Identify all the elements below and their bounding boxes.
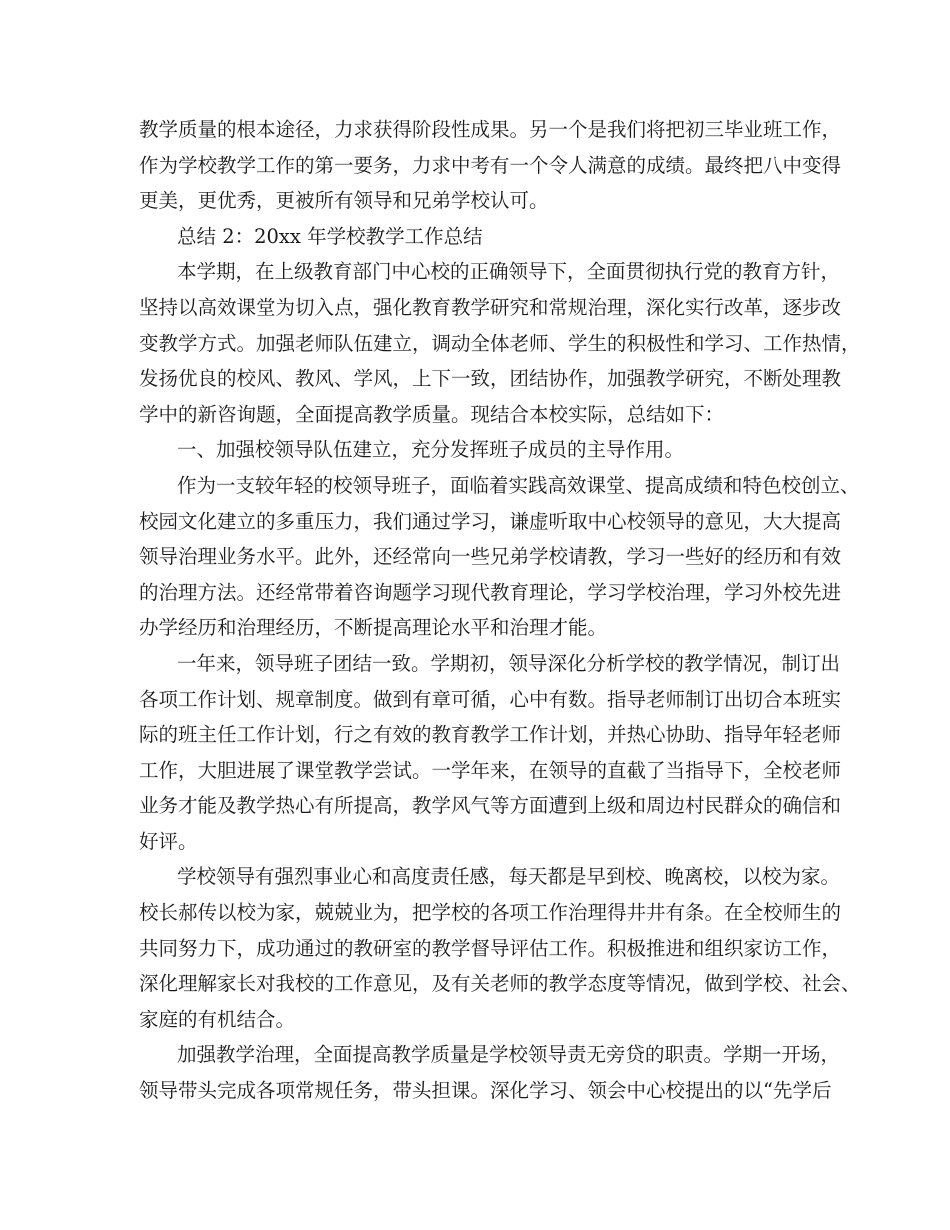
text-line: 际的班主任工作计划，行之有效的教育教学工作计划，并热心协助、指导年轻老师: [139, 723, 842, 747]
text-line: 工作，大胆进展了课堂教学尝试。一学年来，在领导的直截了当指导下，全校老师: [139, 758, 842, 782]
text-line: 领导带头完成各项常规任务，带头担课。深化学习、领会中心校提出的以“先学后: [139, 1079, 832, 1103]
text-line: 教学质量的根本途径，力求获得阶段性成果。另一个是我们将把初三毕业班工作，: [139, 118, 842, 141]
text-line: 发扬优良的校风、教风、学风，上下一致，团结协作，加强教学研究，不断处理教: [139, 367, 842, 391]
text-line: 家庭的有机结合。: [139, 1007, 296, 1031]
text-line: 作为一支较年轻的校领导班子，面临着实践高效课堂、提高成绩和特色校创立、: [177, 473, 860, 497]
subsection-heading: 一、加强校领导队伍建立，充分发挥班子成员的主导作用。: [177, 438, 685, 462]
text-line: 好评。: [139, 829, 198, 853]
text-line: 各项工作计划、规章制度。做到有章可循，心中有数。指导老师制订出切合本班实: [139, 687, 842, 711]
text-line: 本学期，在上级教育部门中心校的正确领导下，全面贯彻执行党的教育方针，: [177, 260, 841, 284]
text-line: 加强教学治理，全面提高教学质量是学校领导责无旁贷的职责。学期一开场，: [177, 1043, 841, 1067]
text-line: 业务才能及教学热心有所提高，教学风气等方面遭到上级和周边村民群众的确信和: [139, 794, 842, 818]
text-line: 一年来，领导班子团结一致。学期初，领导深化分析学校的教学情况，制订出: [177, 651, 841, 675]
text-line: 的治理方法。还经常带着咨询题学习现代教育理论，学习学校治理，学习外校先进: [139, 580, 842, 604]
text-line: 学中的新咨询题，全面提高教学质量。现结合本校实际，总结如下：: [139, 402, 725, 426]
text-line: 深化理解家长对我校的工作意见，及有关老师的教学态度等情况，做到学校、社会、: [139, 972, 861, 996]
text-line: 校园文化建立的多重压力，我们通过学习，谦虚听取中心校领导的意见，大大提高: [139, 509, 842, 533]
text-line: 学校领导有强烈事业心和高度责任感，每天都是早到校、晚离校，以校为家。: [177, 865, 841, 889]
text-line: 变教学方式。加强老师队伍建立，调动全体老师、学生的积极性和学习、工作热情，: [139, 331, 861, 355]
text-line: 办学经历和治理经历，不断提高理论水平和治理才能。: [139, 616, 608, 640]
text-line: 作为学校教学工作的第一要务，力求中考有一个令人满意的成绩。最终把八中变得: [139, 153, 842, 177]
text-line: 坚持以高效课堂为切入点，强化教育教学研究和常规治理，深化实行改革，逐步改: [139, 295, 842, 319]
text-line: 共同努力下，成功通过的教研室的教学督导评估工作。积极推进和组织家访工作，: [139, 936, 842, 960]
section-heading: 总结 2：20xx 年学校教学工作总结: [177, 224, 483, 248]
text-line: 更美，更优秀，更被所有领导和兄弟学校认可。: [139, 189, 549, 213]
text-line: 校长郝传以校为家，兢兢业为，把学校的各项工作治理得井井有条。在全校师生的: [139, 901, 842, 925]
document-body: [139, 112, 861, 1109]
text-line: 领导治理业务水平。此外，还经常向一些兄弟学校请教，学习一些好的经历和有效: [139, 545, 842, 569]
